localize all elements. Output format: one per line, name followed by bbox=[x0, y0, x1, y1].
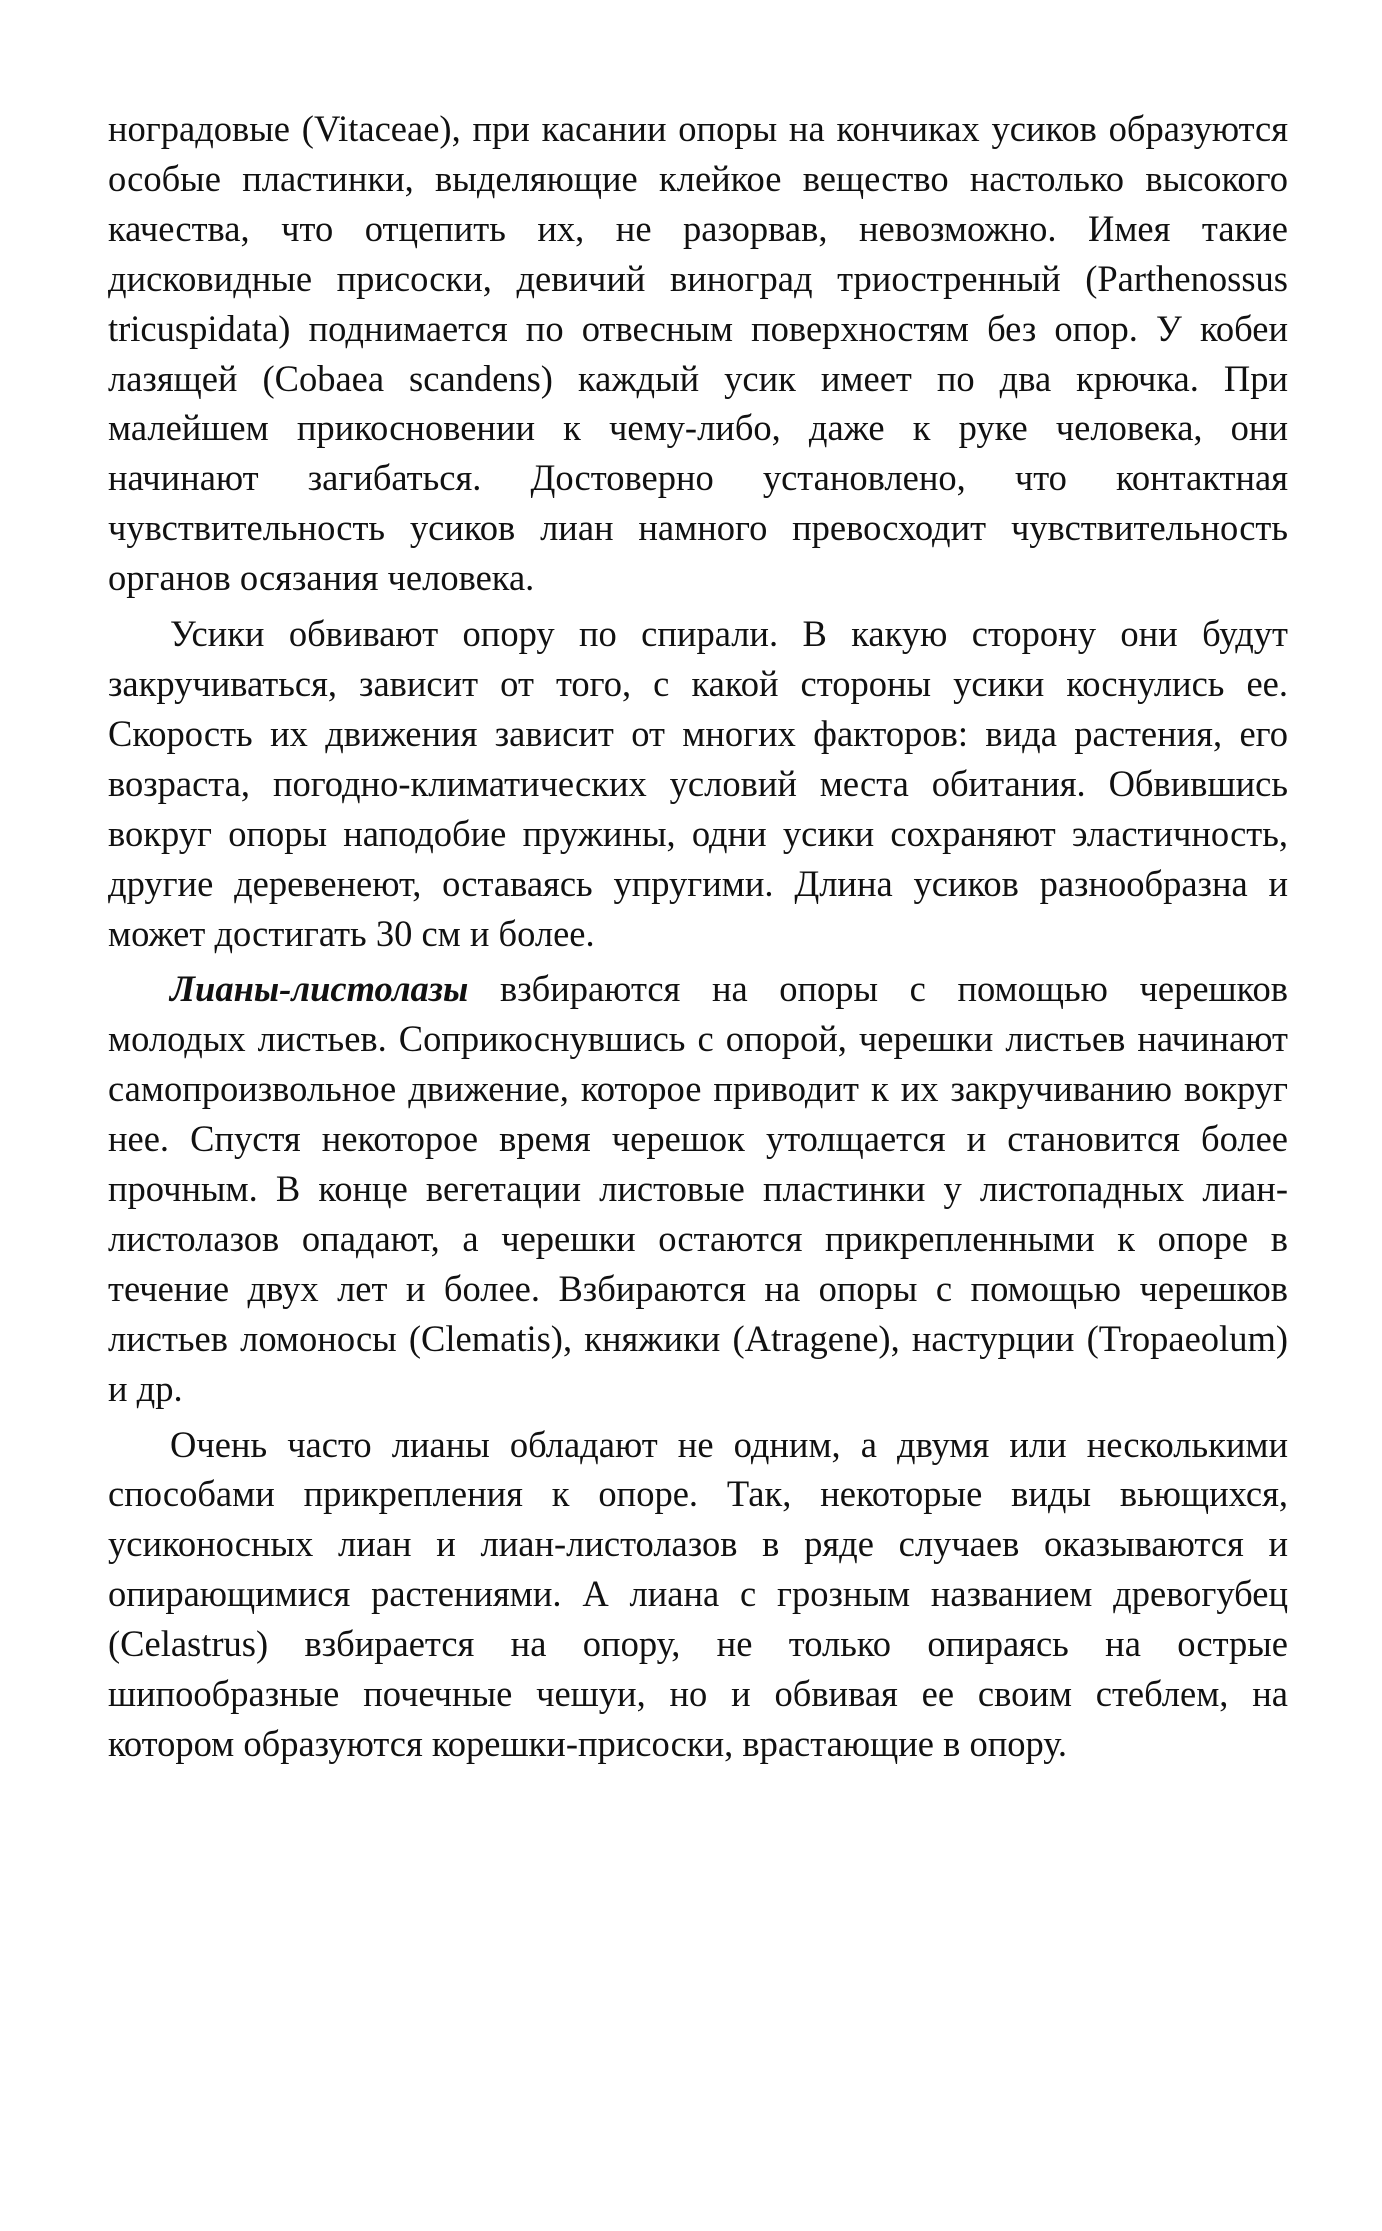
paragraph-text: Очень часто лианы обладают не одним, а двумя или несколькими способами прикрепления к опоре. Так, некоторые виды вьющихся, усиконосных лиан и лиан-листолазов в ряде случаев оказываются и опирающимися растениями. А лиана с грозным названием древогубец (Celastrus) взбирается на опору, не только опираясь на острые шипообразные почечные чешуи, но и обвивая ее своим стеблем, на котором образуются корешки-присоски, врастающие в опору. bbox=[108, 1423, 1288, 1764]
document-page bbox=[108, 104, 1288, 1769]
paragraph-multiple-methods bbox=[108, 1420, 1288, 1769]
paragraph-continuation bbox=[108, 104, 1288, 603]
paragraph-text: Усики обвивают опору по спирали. В какую сторону они будут закручиваться, зависит от того, с какой стороны усики коснулись ее. Скорость их движения зависит от многих факторов: вида растения, его возраста, погодно-климатических условий места обитания. Обвившись вокруг опоры наподобие пружины, одни усики сохраняют эластичность, другие деревенеют, оставаясь упругими. Длина усиков разнообразна и может достигать 30 см и более. bbox=[108, 613, 1288, 954]
paragraph-tendril-spiral bbox=[108, 609, 1288, 958]
paragraph-leaf-climbers bbox=[108, 964, 1288, 1413]
paragraph-text: ноградовые (Vitaceae), при касании опоры на кончиках усиков образуются особые пластинки, выделяющие клейкое вещество настолько высокого качества, что отцепить их, не разорвав, невозможно. Имея такие дисковидные присоски, девичий виноград триостренный (Parthenossus tricuspidata) поднимается по отвесным поверхностям без опор. У кобеи лазящей (Cobaea scandens) каждый усик имеет по два крючка. При малейшем прикосновении к чему-либо, даже к руке человека, они начинают загибаться. Достоверно установлено, что контактная чувствительность усиков лиан намного превосходит чувствительность органов осязания человека. bbox=[108, 108, 1288, 599]
term-heading: Лианы-листолазы bbox=[170, 968, 469, 1010]
paragraph-text: взбираются на опоры с помощью черешков молодых листьев. Соприкоснувшись с опорой, черешки листьев начинают самопроизвольное движение, которое приводит к их закручиванию вокруг нее. Спустя некоторое время черешок утолщается и становится более прочным. В конце вегетации листовые пластинки у листопадных лиан-листолазов опадают, а черешки остаются прикрепленными к опоре в течение двух лет и более. Взбираются на опоры с помощью черешков листьев ломоносы (Clematis), княжики (Atragene), настурции (Tropaeolum) и др. bbox=[108, 968, 1288, 1409]
